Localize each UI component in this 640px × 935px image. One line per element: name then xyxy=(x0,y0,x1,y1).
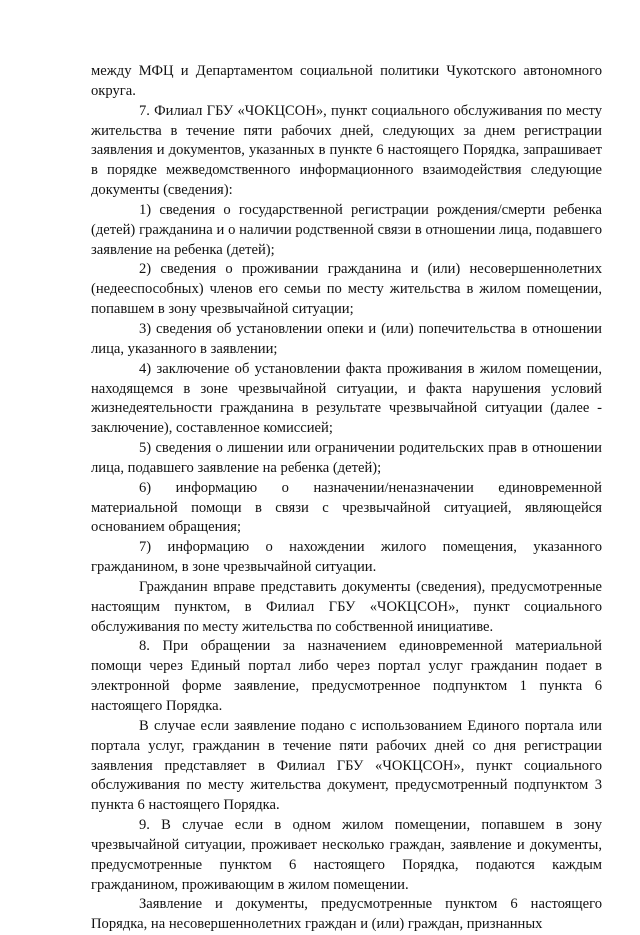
paragraph-item-8: 8. При обращении за назначением единовременной материальной помощи через Единый портал либо через портал услуг гражданин подает в электронной форме заявление, предусмотренное подпунктом 1 пункта 6 настоящего Порядка. xyxy=(91,638,602,714)
paragraph-portal-case: В случае если заявление подано с использованием Единого портала или портала услуг, гражданин в течение пяти рабочих дней со дня регистрации заявления представляет в Филиал ГБУ «ЧОКЦСОН», пункт социального обслуживания по месту жительства документ, предусмотренный подпунктом 3 пункта 6 настоящего Порядка. xyxy=(91,717,602,814)
paragraph-subitem-7: 7) информацию о нахождении жилого помещения, указанного гражданином, в зоне чрезвычайной ситуации. xyxy=(91,539,602,576)
paragraph-subitem-2: 2) сведения о проживании гражданина и (или) несовершеннолетних (недееспособных) членов его семьи по месту жительства в жилом помещении, попавшем в зону чрезвычайной ситуации; xyxy=(91,261,602,318)
paragraph-item-9: 9. В случае если в одном жилом помещении, попавшем в зону чрезвычайной ситуации, проживает несколько граждан, заявление и документы, предусмотренные пунктом 6 настоящего Порядка, подаются каждым гражданином, проживающим в жилом помещении. xyxy=(91,817,602,893)
paragraph-subitem-6: 6) информацию о назначении/неназначении единовременной материальной помощи в связи с чрезвычайной ситуацией, являющейся основанием обращения; xyxy=(91,479,602,536)
paragraph-intro-continuation: между МФЦ и Департаментом социальной политики Чукотского автономного округа. xyxy=(91,63,602,99)
paragraph-minors: Заявление и документы, предусмотренные пунктом 6 настоящего Порядка, на несовершеннолетних граждан и (или) граждан, признанных xyxy=(91,896,602,933)
paragraph-subitem-5: 5) сведения о лишении или ограничении родительских прав в отношении лица, подавшего заявление на ребенка (детей); xyxy=(91,440,602,476)
paragraph-citizen-right: Гражданин вправе представить документы (сведения), предусмотренные настоящим пунктом, в Филиал ГБУ «ЧОКЦСОН», пункт социального обслуживания по месту жительства по собственной инициативе. xyxy=(91,578,602,635)
document-page xyxy=(91,62,602,935)
paragraph-subitem-1: 1) сведения о государственной регистрации рождения/смерти ребенка (детей) гражданина и о наличии родственной связи в отношении лица, подавшего заявление на ребенка (детей); xyxy=(91,201,602,258)
paragraph-subitem-3: 3) сведения об установлении опеки и (или) попечительства в отношении лица, указанного в заявлении; xyxy=(91,320,602,357)
paragraph-subitem-4: 4) заключение об установлении факта проживания в жилом помещении, находящемся в зоне чрезвычайной ситуации, и факта нарушения условий жизнедеятельности гражданина в результате чрезвычайной ситуации (далее - заключение), составленное комиссией; xyxy=(91,360,602,437)
paragraph-item-7: 7. Филиал ГБУ «ЧОКЦСОН», пункт социального обслуживания по месту жительства в течение пяти рабочих дней, следующих за днем регистрации заявления и документов, указанных в пункте 6 настоящего Порядка, запрашивает в порядке межведомственного информационного взаимодействия следующие документы (сведения): xyxy=(91,102,602,199)
